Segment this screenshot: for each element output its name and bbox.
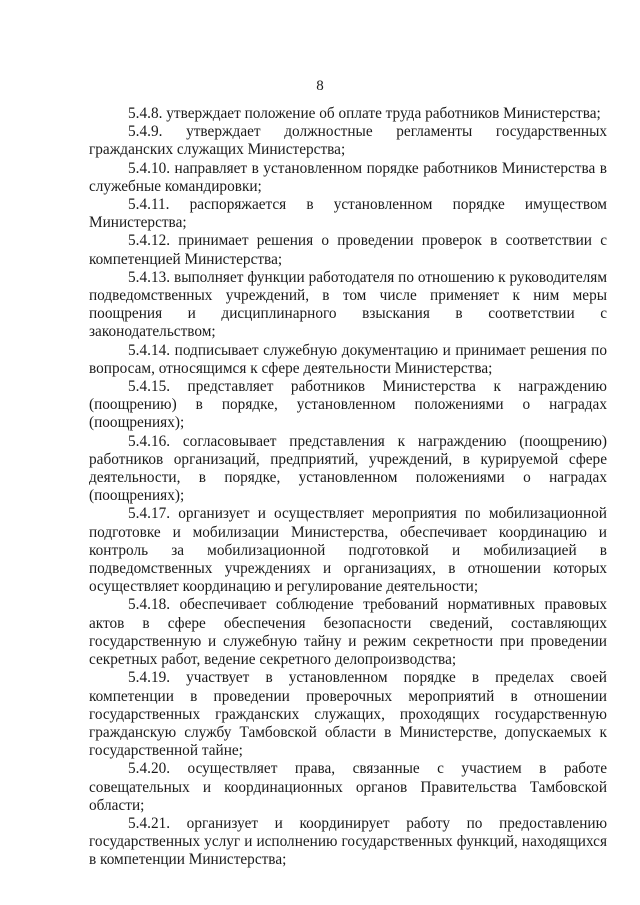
clause-5-4-9: 5.4.9. утверждает должностные регламенты государственных гражданских служащих Министерства; bbox=[89, 123, 607, 159]
clause-5-4-11: 5.4.11. распоряжается в установленном порядке имуществом Министерства; bbox=[89, 196, 607, 232]
clause-5-4-17: 5.4.17. организует и осуществляет мероприятия по мобилизационной подготовке и мобилизации Министерства, обеспечивает координацию и контроль за мобилизационной подготовкой и мобилизацией в подведомственных учреждениях и организациях, в отношении которых осуществляет координацию и регулирование деятельности; bbox=[89, 505, 607, 596]
clause-5-4-16: 5.4.16. согласовывает представления к награждению (поощрению) работников организаций, предприятий, учреждений, в курируемой сфере деятельности, в порядке, установленном положениями о наградах (поощрениях); bbox=[89, 432, 607, 505]
clause-5-4-8: 5.4.8. утверждает положение об оплате труда работников Министерства; bbox=[128, 105, 601, 122]
clause-5-4-19: 5.4.19. участвует в установленном порядке в пределах своей компетенции в проведении проверочных мероприятий в отношении государственных гражданских служащих, проходящих государственную гражданскую службу Тамбовской области в Министерстве, допускаемых к государственной тайне; bbox=[89, 669, 607, 760]
clause-5-4-15: 5.4.15. представляет работников Министерства к награждению (поощрению) в порядке, установленном положениями о наградах (поощрениях); bbox=[89, 378, 607, 432]
clause-5-4-12: 5.4.12. принимает решения о проведении проверок в соответствии с компетенцией Министерства; bbox=[89, 232, 607, 268]
clause-5-4-14: 5.4.14. подписывает служебную документацию и принимает решения по вопросам, относящимся к сфере деятельности Министерства; bbox=[89, 341, 607, 377]
clause-5-4-18: 5.4.18. обеспечивает соблюдение требований нормативных правовых актов в сфере обеспечения безопасности сведений, составляющих государственную и служебную тайну и режим секретности при проведении секретных работ, ведение секретного делопроизводства; bbox=[89, 596, 607, 669]
clause-5-4-21: 5.4.21. организует и координирует работу по предоставлению государственных услуг и исполнению государственных функций, находящихся в компетенции Министерства; bbox=[89, 814, 607, 869]
document-body bbox=[89, 105, 607, 870]
clause-5-4-13: 5.4.13. выполняет функции работодателя по отношению к руководителям подведомственных учреждений, в том числе применяет к ним меры поощрения и дисциплинарного взыскания в соответствии с законодательством; bbox=[89, 268, 607, 341]
clause-5-4-10: 5.4.10. направляет в установленном порядке работников Министерства в служебные командировки; bbox=[89, 159, 607, 195]
page-number: 8 bbox=[316, 78, 324, 94]
clause-5-4-20: 5.4.20. осуществляет права, связанные с участием в работе совещательных и координационных органов Правительства Тамбовской области; bbox=[89, 760, 607, 814]
